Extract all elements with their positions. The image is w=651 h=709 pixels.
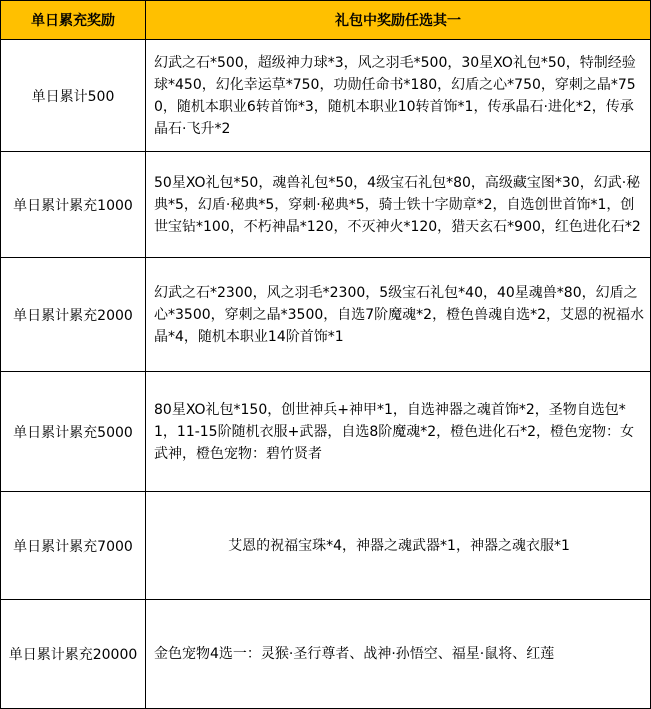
- reward-text: 艾恩的祝福宝珠*4，神器之魂武器*1，神器之魂衣服*1: [146, 492, 651, 600]
- table-row: [1, 492, 651, 600]
- table-row: [1, 372, 651, 492]
- header-tier: 单日累充奖励: [1, 1, 146, 40]
- table-row: [1, 152, 651, 258]
- table-row: [1, 600, 651, 709]
- header-row: [1, 1, 651, 40]
- reward-text: 幻武之石*2300，风之羽毛*2300，5级宝石礼包*40，40星魂兽*80，幻盾之心*3500，穿刺之晶*3500，自选7阶魔魂*2，橙色兽魂自选*2，艾恩的祝福水晶*4，随机本职业14阶首饰*1: [146, 258, 651, 372]
- header-rewards: 礼包中奖励任选其一: [146, 1, 651, 40]
- tier-label: 单日累计累充5000: [1, 372, 146, 492]
- tier-label: 单日累计累充1000: [1, 152, 146, 258]
- reward-text: 50星XO礼包*50，魂兽礼包*50，4级宝石礼包*80，高级藏宝图*30，幻武·秘典*5，幻盾·秘典*5，穿刺·秘典*5，骑士铁十字勋章*2，自选创世首饰*1，创世宝钻*100，不朽神晶*120，不灭神火*120，猎天玄石*900，红色进化石*2: [146, 152, 651, 258]
- tier-label: 单日累计累充2000: [1, 258, 146, 372]
- reward-text: 金色宠物4选一：灵猴·圣行尊者、战神·孙悟空、福星·鼠将、红莲: [146, 600, 651, 709]
- table-row: [1, 258, 651, 372]
- tier-label: 单日累计500: [1, 40, 146, 152]
- table-row: [1, 40, 651, 152]
- reward-text: 幻武之石*500，超级神力球*3，风之羽毛*500，30星XO礼包*50，特制经验球*450，幻化幸运草*750，功勋任命书*180，幻盾之心*750，穿刺之晶*750，随机本职业6转首饰*3，随机本职业10转首饰*1，传承晶石·进化*2，传承晶石·飞升*2: [146, 40, 651, 152]
- tier-label: 单日累计累充20000: [1, 600, 146, 709]
- tier-label: 单日累计累充7000: [1, 492, 146, 600]
- reward-text: 80星XO礼包*150，创世神兵+神甲*1，自选神器之魂首饰*2，圣物自选包*1，11-15阶随机衣服+武器，自选8阶魔魂*2，橙色进化石*2，橙色宠物：女武神，橙色宠物：碧竹贤者: [146, 372, 651, 492]
